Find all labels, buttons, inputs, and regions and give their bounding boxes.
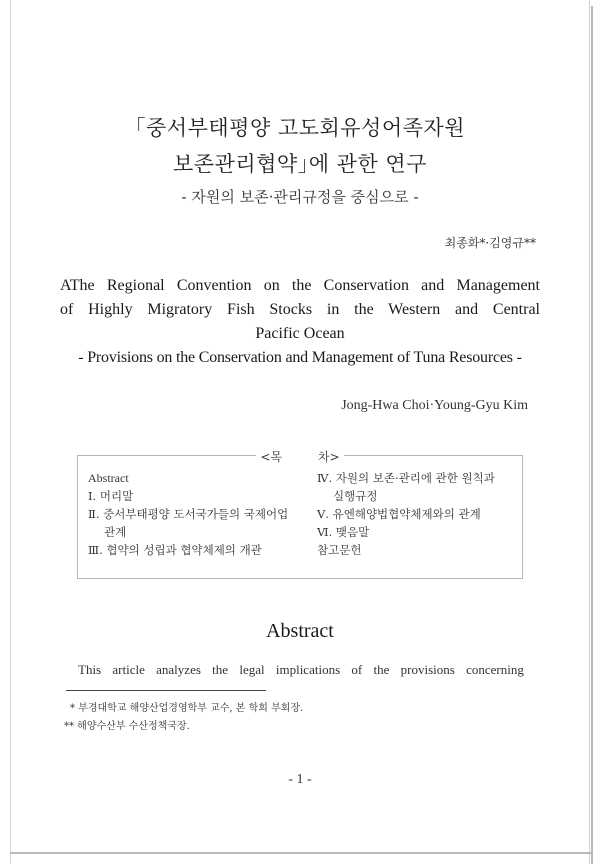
contents-item-continuation[interactable]: 실행규정 xyxy=(333,489,378,503)
abstract-word: concerning xyxy=(466,662,524,677)
abstract-word: implications xyxy=(275,662,341,677)
korean-authors: 최종화*·김영규** xyxy=(444,236,536,250)
abstract-word: legal xyxy=(239,662,265,677)
contents-item[interactable]: Ⅱ. 중서부태평양 도서국가들의 국제어업 xyxy=(88,507,289,521)
contents-item[interactable]: Ⅵ. 맺음말 xyxy=(317,525,370,539)
english-subtitle: - Provisions on the Conservation and Management of Tuna Resources - xyxy=(78,349,522,366)
contents-item[interactable]: 참고문헌 xyxy=(317,543,362,557)
contents-item[interactable]: Ⅰ. 머리말 xyxy=(88,489,134,503)
footnote-2: ** 해양수산부 수산정책국장. xyxy=(64,721,190,732)
footnote-1: * 부경대학교 해양산업경영학부 교수, 본 학회 부회장. xyxy=(70,703,304,714)
page-number: - 1 - xyxy=(288,772,312,787)
contents-item[interactable]: Abstract xyxy=(88,471,129,485)
abstract-word: article xyxy=(112,662,145,677)
english-authors: Jong-Hwa Choi·Young-Gyu Kim xyxy=(341,398,528,413)
contents-heading-left: <목 xyxy=(260,450,282,464)
contents-item[interactable]: Ⅲ. 협약의 성립과 협약체제의 개관 xyxy=(88,543,262,557)
contents-item[interactable]: Ⅳ. 자원의 보존·관리에 관한 원칙과 xyxy=(317,471,495,485)
english-title-line-3: Pacific Ocean xyxy=(255,325,345,342)
contents-right-column xyxy=(317,469,495,559)
page-shadow-bottom xyxy=(10,852,593,854)
abstract-first-line xyxy=(78,662,524,678)
abstract-heading: Abstract xyxy=(266,620,334,642)
abstract-word: provisions xyxy=(400,662,455,677)
abstract-word: analyzes xyxy=(156,662,201,677)
contents-left-column xyxy=(88,469,288,559)
korean-subtitle: - 자원의 보존·관리규정을 중심으로 - xyxy=(181,188,419,206)
abstract-word: This xyxy=(78,662,102,677)
english-title xyxy=(60,274,540,346)
abstract-word: the xyxy=(212,662,229,677)
footnote-rule xyxy=(66,690,266,691)
korean-title-line-1: ｢중서부태평양 고도회유성어족자원 xyxy=(135,116,465,140)
english-title-line-2: of Highly Migratory Fish Stocks in the Western and Central xyxy=(60,301,540,318)
contents-heading-right: 차> xyxy=(318,450,340,464)
korean-title-line-2: 보존관리협약｣에 관한 연구 xyxy=(173,152,427,176)
abstract-word: the xyxy=(373,662,390,677)
abstract-word: of xyxy=(351,662,363,677)
contents-heading xyxy=(78,448,522,462)
contents-item-continuation[interactable]: 관계 xyxy=(104,525,127,539)
contents-item[interactable]: Ⅴ. 유엔해양법협약체제와의 관계 xyxy=(317,507,481,521)
english-title-line-1: AThe Regional Convention on the Conservation and Management xyxy=(60,277,540,294)
